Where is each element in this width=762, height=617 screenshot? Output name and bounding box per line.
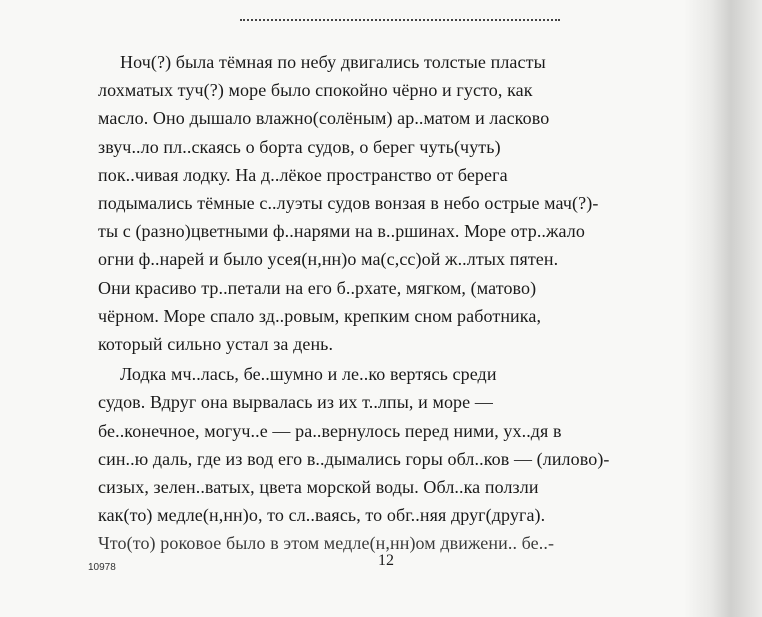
text-line: лохматых туч(?) море было спокойно чёрно и густо, как <box>98 80 533 101</box>
text-line: Что(то) роковое было в этом медле(н,нн)ом движени.. бе..- <box>98 533 555 554</box>
text-line: огни ф..нарей и было усея(н,нн)о ма(с,сс)ой ж..лтых пятен. <box>98 249 559 270</box>
exercise-text <box>98 48 718 558</box>
text-line: подымались тёмные с..луэты судов вонзая в небо острые мач(?)- <box>98 193 599 214</box>
text-line: пок..чивая лодку. На д..лёкое пространство от берега <box>98 164 508 185</box>
text-line: масло. Оно дышало влажно(солёным) ар..матом и ласково <box>98 108 550 129</box>
text-line: сизых, зелен..ватых, цвета морской воды. Обл..ка ползли <box>98 477 539 498</box>
text-line: который сильно устал за день. <box>98 334 334 355</box>
text-line: Лодка мч..лась, бе..шумно и ле..ко вертясь среди <box>120 364 497 385</box>
page-number: 12 <box>378 552 394 569</box>
text-line: ты с (разно)цветными ф..нарями на в..ршинах. Море отр..жало <box>98 221 585 242</box>
text-line: чёрном. Море спало зд..ровым, крепким сном работника, <box>98 305 542 326</box>
text-line: Ноч(?) была тёмная по небу двигались толстые пласты <box>120 52 546 72</box>
paragraph-2 <box>98 360 718 557</box>
text-line: син..ю даль, где из вод его в..дымались горы обл..ков — (лилово)- <box>98 448 610 469</box>
paragraph-1 <box>98 48 718 358</box>
text-line: звуч..ло пл..скаясь о борта судов, о берег чуть(чуть) <box>98 136 501 157</box>
text-line: Они красиво тр..петали на его б..рхате, мягком, (матово) <box>98 277 537 298</box>
text-line: как(то) медле(н,нн)о, то сл..ваясь, то обг..няя друг(друга). <box>98 505 546 526</box>
print-code: 10978 <box>88 562 116 573</box>
dotted-separator <box>240 19 560 21</box>
text-line: судов. Вдруг она вырвалась из их т..лпы, и море — <box>98 392 493 413</box>
text-line: бе..конечное, могуч..е — ра..вернулось перед ними, ух..дя в <box>98 420 562 441</box>
